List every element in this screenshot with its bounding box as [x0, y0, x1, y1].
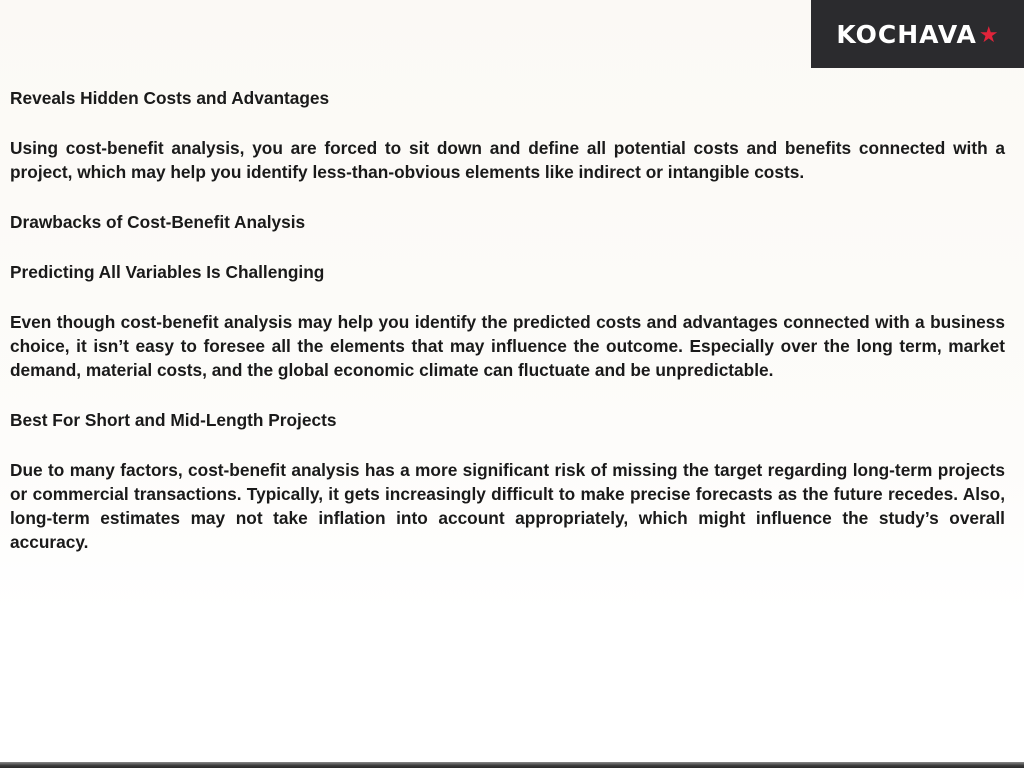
section-heading-drawbacks: Drawbacks of Cost-Benefit Analysis — [10, 212, 306, 232]
bottom-divider-bar — [0, 762, 1024, 768]
section-heading-hidden-costs: Reveals Hidden Costs and Advantages — [10, 88, 330, 108]
logo-wordmark: KOCHAVA — [836, 19, 977, 49]
paragraph-short-mid-projects: Due to many factors, cost-benefit analysis has a more significant risk of missing the target regarding long-term projects or commercial transactions. Typically, it gets increasingly difficult to make precise forecasts as the future recedes. Also, long-term estimates may not take inflation into account appropriately, which might influence the study’s overall accuracy. — [10, 460, 1005, 552]
paragraph-predicting-variables: Even though cost-benefit analysis may help you identify the predicted costs and advantages connected with a business choice, it isn’t easy to foresee all the elements that may influence the outcome. Especially over the long term, market demand, material costs, and the global economic climate can fluctuate and be unpredictable. — [10, 312, 1005, 380]
section-heading-short-mid-projects: Best For Short and Mid-Length Projects — [10, 410, 337, 430]
star-icon: ★ — [978, 22, 999, 48]
kochava-logo — [811, 0, 1024, 68]
section-heading-predicting-variables: Predicting All Variables Is Challenging — [10, 262, 325, 282]
slide-content — [10, 86, 1005, 580]
paragraph-hidden-costs: Using cost-benefit analysis, you are forced to sit down and define all potential costs and benefits connected with a project, which may help you identify less-than-obvious elements like indirect or intangible costs. — [10, 138, 1005, 182]
